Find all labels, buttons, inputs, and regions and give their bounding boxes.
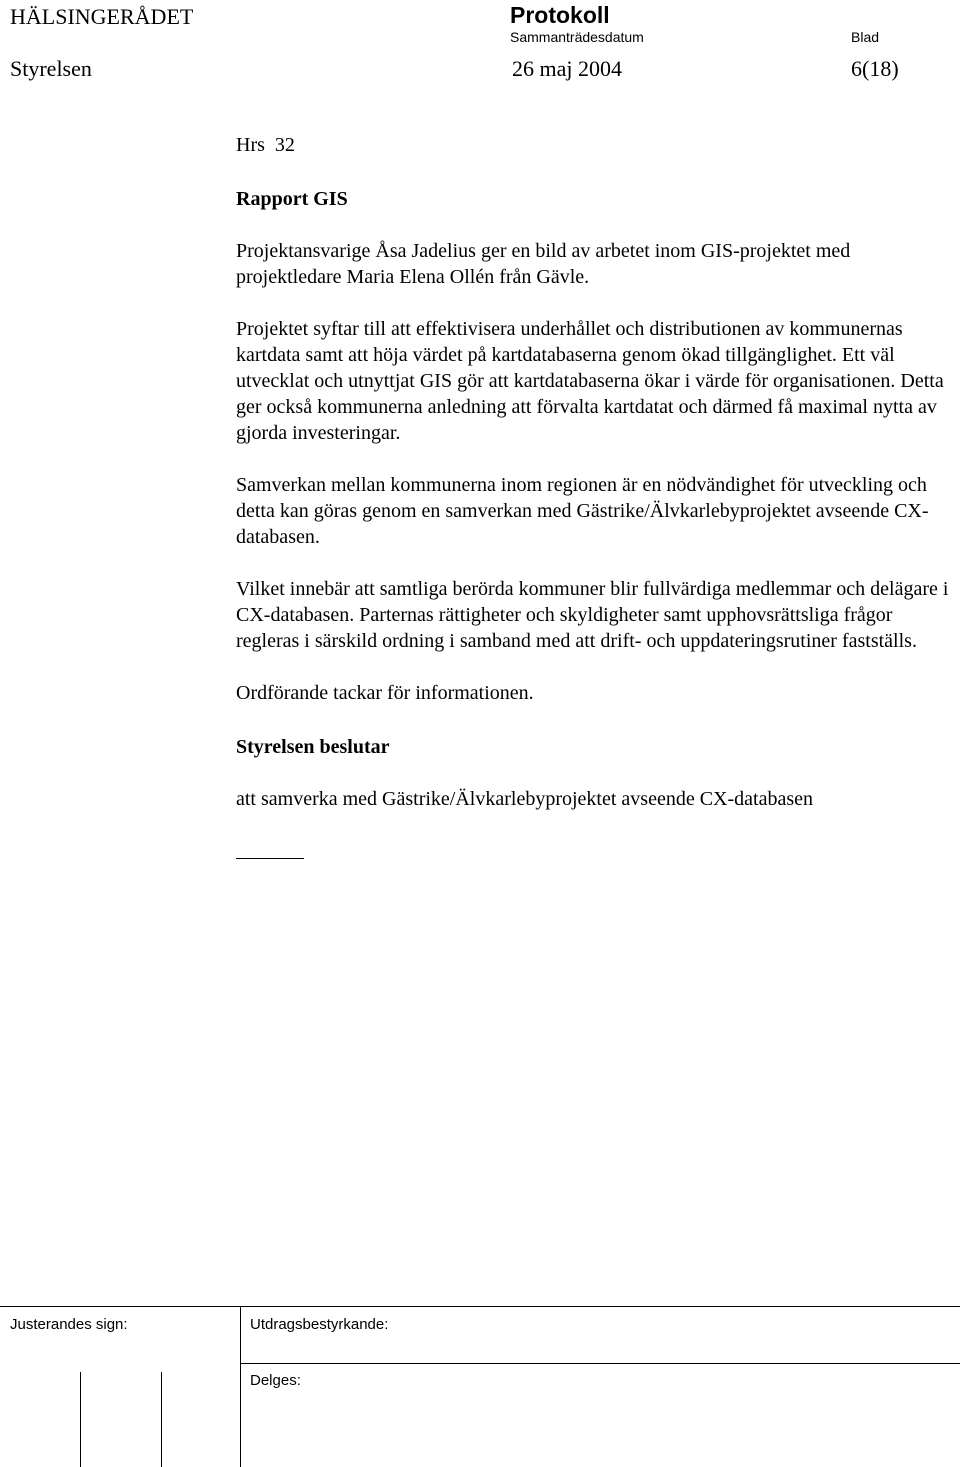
body-paragraph: Vilket innebär att samtliga berörda kommuner blir fullvärdiga medlemmar och delägare i CX-databasen. Parternas rättigheter och skyldigheter samt upphovsrättsliga frågor regleras i särskild ordning i samband med att drift- och uppdateringsrutiner fastställs. bbox=[236, 578, 949, 652]
document-type: Protokoll bbox=[510, 2, 610, 28]
paragraph-number: Hrs 32 bbox=[236, 134, 295, 156]
body-paragraph: Projektet syftar till att effektivisera underhållet och distributionen av kommunernas kartdata samt att höja värdet på kartdatabaserna genom ökad tillgänglighet. Ett väl utvecklat och utnyttjat GIS gör att kartdatabaserna ökar i värde för organisationen. Detta ger också kommunerna anledning att förvalta kartdatat och därmed få maximal nytta av gjorda investeringar. bbox=[236, 318, 944, 444]
sign-label: Justerandes sign: bbox=[10, 1316, 128, 1333]
footer-top-border bbox=[0, 1306, 960, 1307]
end-rule bbox=[236, 838, 304, 859]
page-number: 6(18) bbox=[851, 56, 899, 81]
organization-name: HÄLSINGERÅDET bbox=[10, 4, 194, 29]
signature-footer bbox=[0, 1306, 960, 1467]
body-paragraph: Projektansvarige Åsa Jadelius ger en bild av arbetet inom GIS-projektet med projektledare Maria Elena Ollén från Gävle. bbox=[236, 240, 851, 288]
decision-text: att samverka med Gästrike/Älvkarlebyprojektet avseende CX-databasen bbox=[236, 788, 814, 810]
section-title: Rapport GIS bbox=[236, 188, 348, 210]
sign-box-line bbox=[80, 1372, 81, 1467]
sign-box-line bbox=[161, 1372, 162, 1467]
body-paragraph: Ordförande tackar för informationen. bbox=[236, 682, 534, 704]
minutes-content bbox=[236, 132, 956, 859]
governing-body: Styrelsen bbox=[10, 56, 92, 81]
meeting-date-label: Sammanträdesdatum bbox=[510, 29, 644, 45]
extract-certification-label: Utdragsbestyrkande: bbox=[250, 1316, 389, 1333]
decision-heading: Styrelsen beslutar bbox=[236, 736, 390, 758]
page-label: Blad bbox=[851, 29, 880, 45]
footer-divider bbox=[240, 1363, 960, 1364]
body-paragraph: Samverkan mellan kommunerna inom regionen är en nödvändighet för utveckling och detta kan göras genom en samverkan med Gästrike/Älvkarlebyprojektet avseende CX-databasen. bbox=[236, 474, 929, 548]
meeting-date: 26 maj 2004 bbox=[512, 56, 622, 81]
footer-column-divider bbox=[240, 1306, 241, 1467]
distribution-label: Delges: bbox=[250, 1372, 301, 1389]
